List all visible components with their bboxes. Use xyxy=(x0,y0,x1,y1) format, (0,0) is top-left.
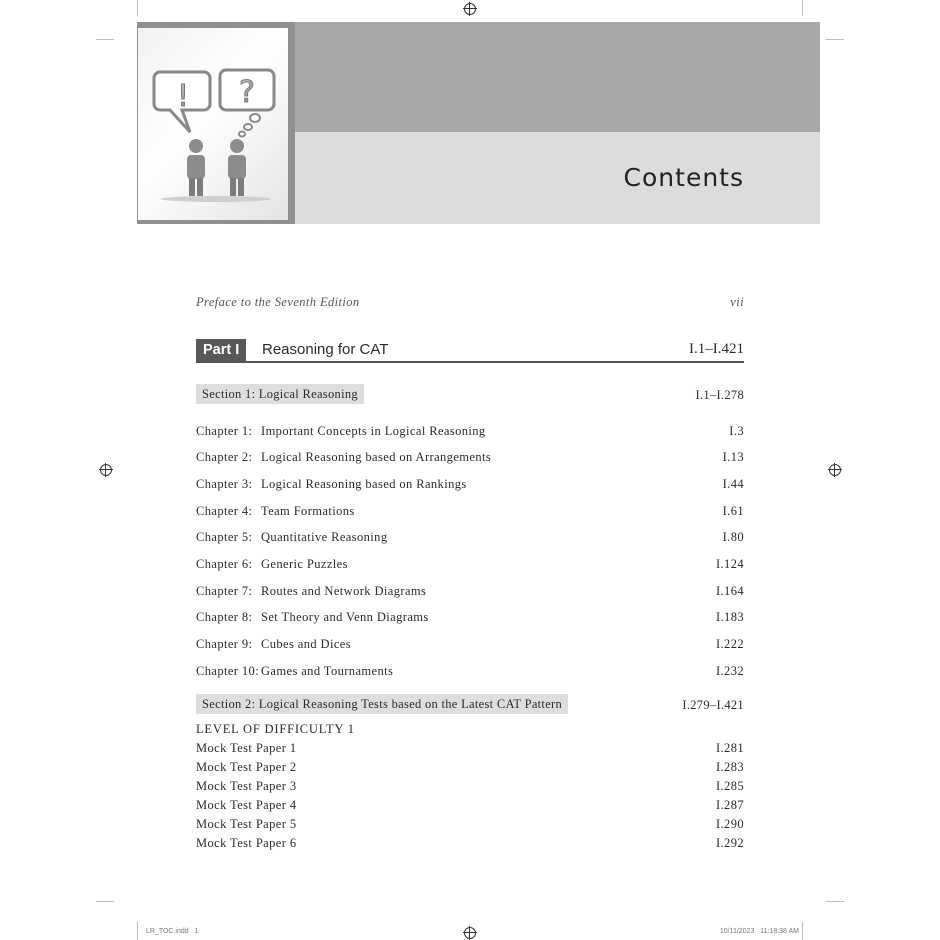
mock-test-title: Mock Test Paper 2 xyxy=(196,760,297,774)
chapter-title: Routes and Network Diagrams xyxy=(261,584,427,598)
chapter-entry xyxy=(196,664,744,679)
chapter-label: Chapter 6: xyxy=(196,557,253,571)
mock-test-entry xyxy=(196,760,744,775)
two-people-thinking-icon xyxy=(138,28,288,220)
svg-text:!: ! xyxy=(176,79,190,114)
section-pages: I.1–I.278 xyxy=(695,388,744,402)
mock-test-page: I.287 xyxy=(715,798,744,812)
chapter-page: I.44 xyxy=(722,477,744,491)
trim-mark xyxy=(802,0,803,16)
mock-test-page: I.285 xyxy=(715,779,744,793)
mock-test-page: I.292 xyxy=(715,836,744,850)
chapter-label: Chapter 4: xyxy=(196,504,253,518)
trim-mark xyxy=(802,922,803,940)
difficulty-heading: LEVEL OF DIFFICULTY 1 xyxy=(196,722,355,736)
footer-timestamp: 10/11/2023 11:18:38 AM xyxy=(719,928,799,935)
preface-entry xyxy=(196,295,744,310)
chapter-page: I.3 xyxy=(729,424,744,438)
chapter-title: Generic Puzzles xyxy=(261,557,348,571)
chapter-label: Chapter 1: xyxy=(196,424,253,438)
chapter-label: Chapter 9: xyxy=(196,637,253,651)
mock-test-entry xyxy=(196,779,744,794)
part-badge: Part I xyxy=(196,339,246,361)
mock-test-entry xyxy=(196,798,744,813)
svg-text:?: ? xyxy=(239,75,255,110)
chapter-label: Chapter 8: xyxy=(196,610,253,624)
trim-mark xyxy=(826,39,844,40)
mock-test-entry xyxy=(196,836,744,851)
mock-test-title: Mock Test Paper 4 xyxy=(196,798,297,812)
registration-mark-icon xyxy=(464,927,476,939)
mock-test-title: Mock Test Paper 3 xyxy=(196,779,297,793)
illustration xyxy=(138,28,288,220)
mock-test-page: I.290 xyxy=(715,817,744,831)
chapter-entry xyxy=(196,504,744,519)
section-pages: I.279–I.421 xyxy=(682,698,744,712)
chapter-entry xyxy=(196,424,744,439)
part-heading xyxy=(196,339,744,363)
chapter-page: I.80 xyxy=(722,530,744,544)
chapter-entry xyxy=(196,637,744,652)
mock-test-page: I.283 xyxy=(715,760,744,774)
part-title: Reasoning for CAT xyxy=(262,341,389,358)
chapter-entry xyxy=(196,477,744,492)
chapter-entry xyxy=(196,610,744,625)
chapter-label: Chapter 5: xyxy=(196,530,253,544)
trim-mark xyxy=(137,0,138,16)
registration-mark-icon xyxy=(100,464,112,476)
trim-mark xyxy=(826,901,844,902)
chapter-page: I.183 xyxy=(715,610,744,624)
mock-test-page: I.281 xyxy=(715,741,744,755)
trim-mark xyxy=(96,901,114,902)
chapter-page: I.124 xyxy=(715,557,744,571)
chapter-title: Set Theory and Venn Diagrams xyxy=(261,610,429,624)
chapter-entry xyxy=(196,450,744,465)
chapter-title: Logical Reasoning based on Rankings xyxy=(261,477,467,491)
chapter-title: Cubes and Dices xyxy=(261,637,352,651)
chapter-label: Chapter 2: xyxy=(196,450,253,464)
section-heading: Section 2: Logical Reasoning Tests based on the Latest CAT Pattern xyxy=(196,694,568,714)
chapter-entry xyxy=(196,530,744,545)
section-heading: Section 1: Logical Reasoning xyxy=(196,384,364,404)
preface-page: vii xyxy=(730,295,744,309)
chapter-entry xyxy=(196,557,744,572)
mock-test-entry xyxy=(196,817,744,832)
header-banner-top xyxy=(292,22,820,132)
chapter-page: I.232 xyxy=(715,664,744,678)
chapter-title: Games and Tournaments xyxy=(261,664,394,678)
mock-test-entry xyxy=(196,741,744,756)
chapter-title: Quantitative Reasoning xyxy=(261,530,388,544)
trim-mark xyxy=(96,39,114,40)
page-title: Contents xyxy=(623,163,744,192)
chapter-page: I.13 xyxy=(722,450,744,464)
chapter-page: I.61 xyxy=(722,504,744,518)
chapter-title: Team Formations xyxy=(261,504,355,518)
footer-file-name: LR_TOC.indd 1 xyxy=(146,928,199,935)
chapter-entry xyxy=(196,584,744,599)
registration-mark-icon xyxy=(829,464,841,476)
mock-test-title: Mock Test Paper 6 xyxy=(196,836,297,850)
chapter-page: I.222 xyxy=(715,637,744,651)
chapter-title: Important Concepts in Logical Reasoning xyxy=(261,424,486,438)
chapter-label: Chapter 7: xyxy=(196,584,253,598)
mock-test-title: Mock Test Paper 1 xyxy=(196,741,297,755)
chapter-title: Logical Reasoning based on Arrangements xyxy=(261,450,492,464)
chapter-page: I.164 xyxy=(715,584,744,598)
trim-mark xyxy=(137,922,138,940)
part-pages: I.1–I.421 xyxy=(689,341,744,357)
registration-mark-icon xyxy=(464,3,476,15)
preface-label: Preface to the Seventh Edition xyxy=(196,295,360,309)
chapter-label: Chapter 3: xyxy=(196,477,253,491)
mock-test-title: Mock Test Paper 5 xyxy=(196,817,297,831)
chapter-label: Chapter 10: xyxy=(196,664,260,678)
